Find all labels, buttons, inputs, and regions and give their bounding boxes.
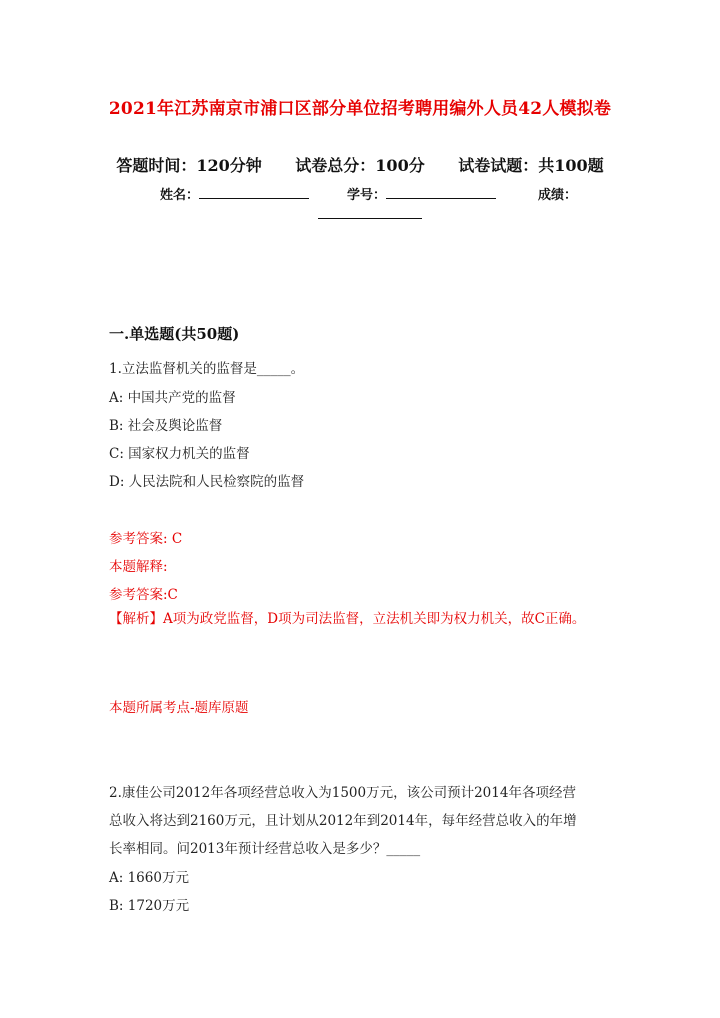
id-blank (386, 186, 496, 199)
analysis-tag: 【解析】 (109, 611, 163, 627)
exam-time: 答题时间：120分钟 (116, 156, 262, 175)
exam-meta (0, 153, 720, 176)
question-1-option-b: B: 社会及舆论监督 (109, 418, 223, 434)
exam-question-count: 试卷试题：共100题 (458, 156, 604, 175)
question-1-answer-repeat: 参考答案:C (109, 587, 178, 603)
grade-field (538, 184, 577, 203)
grade-label: 成绩： (538, 188, 578, 203)
id-field (347, 184, 496, 203)
question-2-option-b: B: 1720万元 (109, 898, 190, 914)
question-1-topic: 本题所属考点-题库原题 (109, 700, 249, 716)
question-2-stem-line-3: 长率相同。问2013年预计经营总收入是多少？_____ (109, 841, 421, 857)
name-blank (199, 186, 309, 199)
name-label: 姓名： (160, 188, 200, 203)
grade-blank-row (318, 204, 422, 223)
exam-total-score: 试卷总分：100分 (295, 156, 425, 175)
question-1-stem: 1.立法监督机关的监督是_____。 (109, 361, 305, 377)
section-heading: 一.单选题(共50题) (109, 325, 240, 343)
question-1-explain-label: 本题解释: (109, 559, 168, 575)
name-field (160, 184, 309, 203)
question-2-option-a: A: 1660万元 (109, 870, 189, 886)
grade-blank (318, 206, 422, 219)
question-1-option-c: C: 国家权力机关的监督 (109, 446, 250, 462)
question-1-analysis (109, 606, 614, 633)
question-2-stem-line-2: 总收入将达到2160万元，且计划从2012年到2014年，每年经营总收入的年增 (109, 813, 577, 829)
exam-title: 2021年江苏南京市浦口区部分单位招考聘用编外人员42人模拟卷 (108, 99, 612, 119)
question-2-stem-line-1: 2.康佳公司2012年各项经营总收入为1500万元，该公司预计2014年各项经营 (109, 785, 576, 801)
analysis-text: A项为政党监督，D项为司法监督，立法机关即为权力机关，故C正确。 (163, 611, 586, 627)
question-1-answer: 参考答案: C (109, 531, 183, 547)
question-1-option-d: D: 人民法院和人民检察院的监督 (109, 474, 305, 490)
question-1-option-a: A: 中国共产党的监督 (109, 390, 236, 406)
id-label: 学号： (347, 188, 387, 203)
